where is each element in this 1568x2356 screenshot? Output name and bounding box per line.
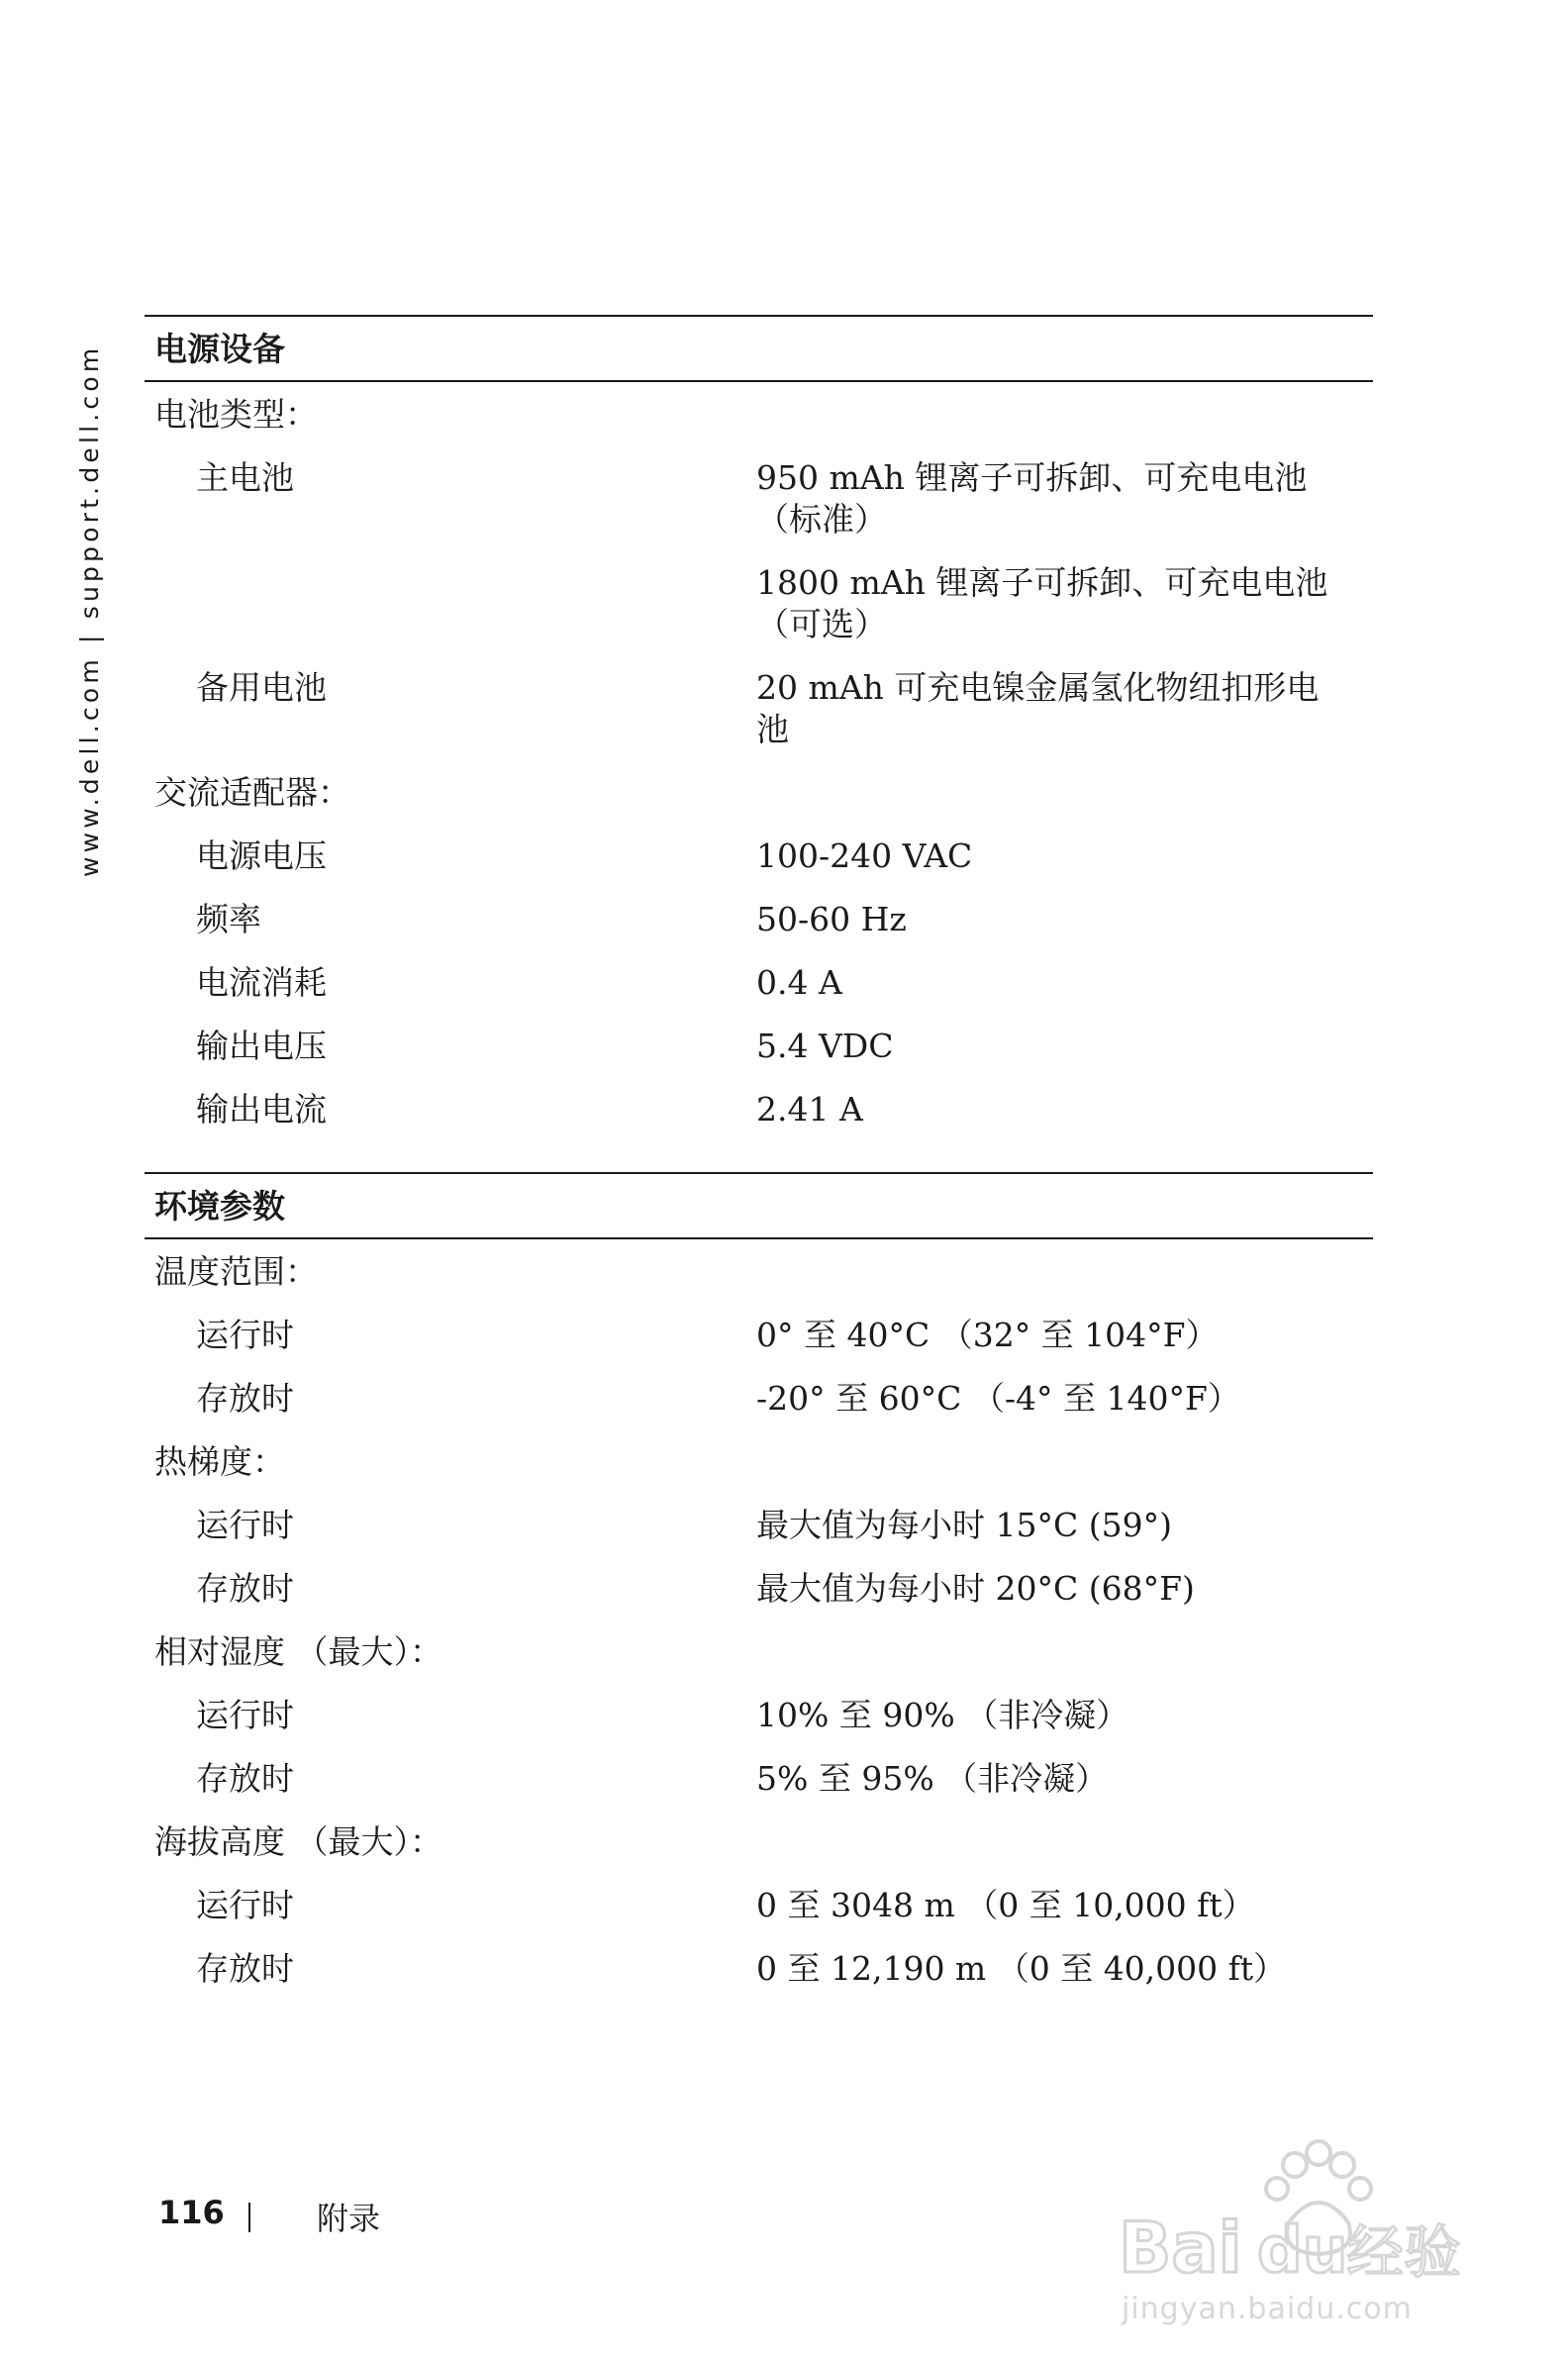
section-title-power: 电源设备 — [154, 330, 285, 368]
row-value: 10% 至 90% （非冷凝） — [756, 1696, 1129, 1734]
row-value: 0 至 3048 m （0 至 10,000 ft） — [756, 1886, 1255, 1924]
row-label: 运行时 — [196, 1316, 294, 1354]
row-value: 最大值为每小时 20°C (68°F) — [756, 1569, 1195, 1608]
chapter-title: 附录 — [317, 2200, 381, 2237]
side-url-text: www.dell.com | support.dell.com — [75, 344, 104, 877]
environment-table — [145, 1172, 1373, 1990]
row-value: 950 mAh 锂离子可拆卸、可充电电池（标准） — [756, 458, 1308, 539]
svg-text:du: du — [1257, 2214, 1348, 2288]
row-label: 运行时 — [196, 1506, 294, 1544]
row-temperature — [145, 1251, 1373, 1293]
row-value: 20 mAh 可充电镍金属氢化物纽扣形电池 — [756, 668, 1320, 748]
row-value: 5% 至 95% （非冷凝） — [756, 1759, 1109, 1798]
row-value: 5.4 VDC — [756, 1027, 894, 1065]
row-gradient-storage — [145, 1568, 1373, 1610]
svg-text:Bai: Bai — [1119, 2208, 1242, 2289]
row-main-battery — [145, 457, 1373, 540]
row-label: 备用电池 — [196, 668, 327, 707]
row-value: 1800 mAh 锂离子可拆卸、可充电电池（可选） — [756, 563, 1328, 643]
row-label: 输出电流 — [196, 1090, 327, 1129]
row-label: 电池类型： — [154, 395, 318, 434]
row-label: 海拔高度 （最大）： — [154, 1822, 442, 1861]
row-value: 2.41 A — [756, 1090, 863, 1129]
watermark-url: jingyan.baidu.com — [1122, 2292, 1413, 2326]
row-voltage — [145, 835, 1373, 877]
row-humidity-storage — [145, 1758, 1373, 1800]
power-table — [145, 315, 1373, 1130]
row-value: 最大值为每小时 15°C (59°) — [756, 1506, 1172, 1544]
row-output-voltage — [145, 1026, 1373, 1067]
row-altitude-storage — [145, 1948, 1373, 1990]
row-temp-storage — [145, 1378, 1373, 1420]
row-current — [145, 962, 1373, 1004]
row-backup-battery — [145, 667, 1373, 750]
row-label: 运行时 — [196, 1696, 294, 1734]
row-value: 0° 至 40°C （32° 至 104°F） — [756, 1316, 1219, 1354]
row-label: 存放时 — [196, 1569, 294, 1608]
row-value: 0.4 A — [756, 963, 842, 1002]
row-value: 100-240 VAC — [756, 836, 973, 875]
row-ac-adapter — [145, 772, 1373, 814]
footer-separator — [248, 2203, 250, 2232]
row-temp-operating — [145, 1315, 1373, 1356]
row-label: 主电池 — [196, 458, 294, 497]
row-label: 电流消耗 — [196, 963, 327, 1002]
row-value: 50-60 Hz — [756, 900, 907, 938]
row-label: 热梯度： — [154, 1442, 285, 1481]
row-value: -20° 至 60°C （-4° 至 140°F） — [756, 1379, 1240, 1418]
section-title-environment: 环境参数 — [154, 1187, 285, 1226]
row-label: 频率 — [196, 900, 261, 938]
row-gradient — [145, 1441, 1373, 1483]
row-value: 0 至 12,190 m （0 至 40,000 ft） — [756, 1949, 1287, 1988]
row-label: 运行时 — [196, 1886, 294, 1924]
row-label: 存放时 — [196, 1949, 294, 1988]
row-altitude-operating — [145, 1885, 1373, 1926]
row-label: 存放时 — [196, 1379, 294, 1418]
row-label: 相对湿度 （最大）： — [154, 1632, 442, 1671]
row-label: 温度范围： — [154, 1252, 318, 1291]
row-battery-type — [145, 394, 1373, 436]
row-label: 电源电压 — [196, 836, 327, 875]
page-number: 116 — [158, 2194, 225, 2231]
row-humidity-operating — [145, 1695, 1373, 1736]
row-label: 输出电压 — [196, 1027, 327, 1065]
row-humidity — [145, 1631, 1373, 1673]
row-altitude — [145, 1821, 1373, 1863]
row-label: 交流适配器： — [154, 773, 350, 812]
row-main-battery-option — [145, 562, 1373, 645]
row-label: 存放时 — [196, 1759, 294, 1798]
row-output-current — [145, 1089, 1373, 1130]
row-frequency — [145, 899, 1373, 940]
row-gradient-operating — [145, 1505, 1373, 1546]
svg-text:经验: 经验 — [1346, 2218, 1462, 2286]
